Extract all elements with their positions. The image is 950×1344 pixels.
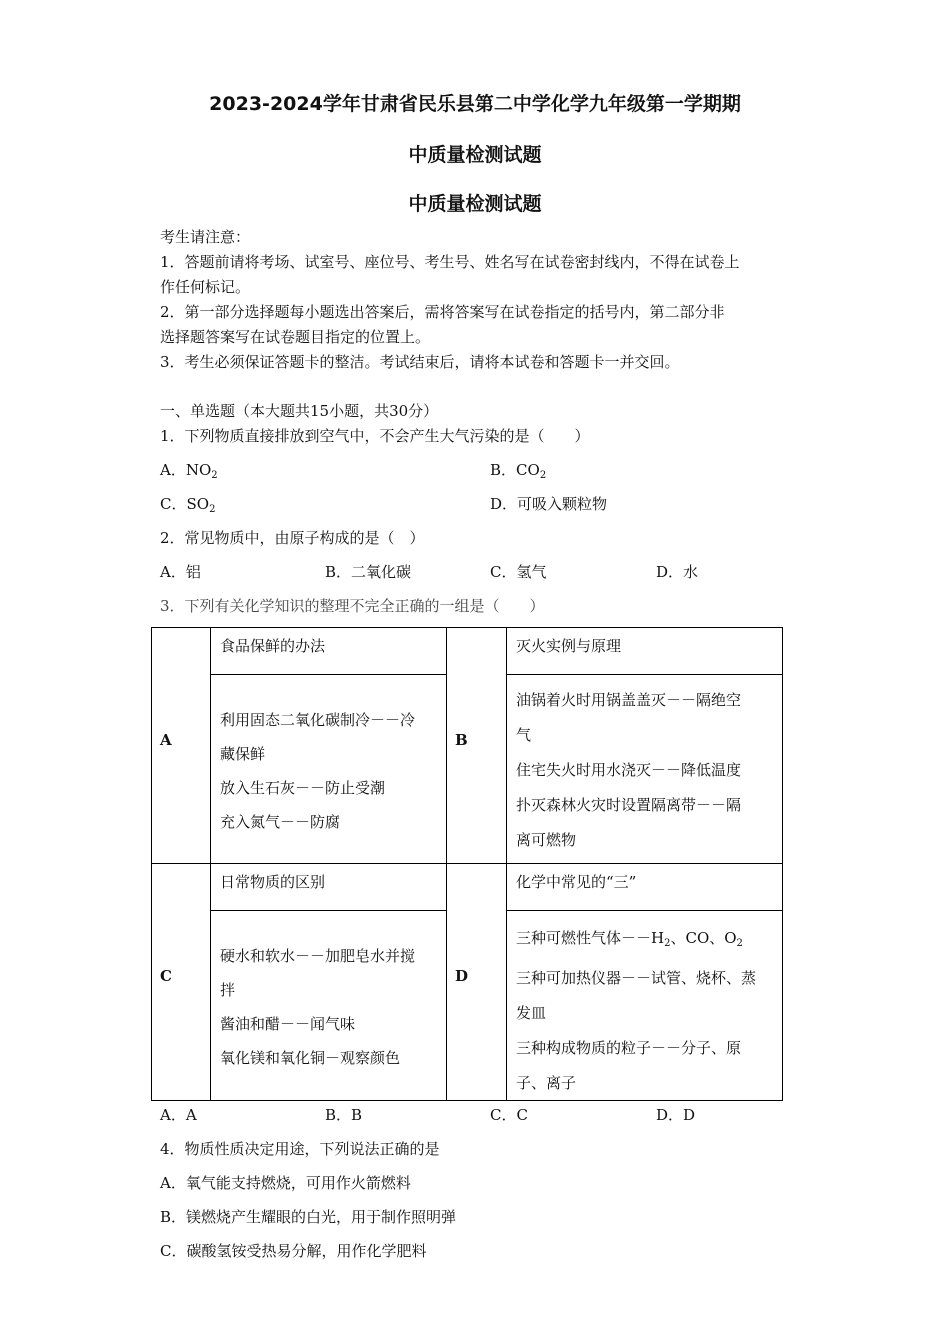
q3-row-label-a: A <box>160 731 172 749</box>
q1-option-a: A．$NO_2$ <box>160 461 218 481</box>
q1-option-b: B．$CO_2$ <box>490 461 547 481</box>
notice-item: 1．答题前请将考场、试室号、座位号、考生号、姓名写在试卷密封线内，不得在试卷上 <box>160 253 740 271</box>
q3-a-title: 食品保鲜的办法 <box>220 637 326 655</box>
question-1-stem: 1．下列物质直接排放到空气中，不会产生大气污染的是（ ） <box>160 427 590 445</box>
q3-row-label-c: C <box>160 967 172 985</box>
doc-title-line3: 中质量检测试题 <box>408 193 542 215</box>
q2-option-b: B．二氧化碳 <box>325 563 412 581</box>
q2-option-a: A．铝 <box>160 563 201 581</box>
q4-option-b: B．镁燃烧产生耀眼的白光，用于制作照明弹 <box>160 1208 457 1226</box>
q3-b-title: 灭火实例与原理 <box>516 637 622 655</box>
q3-option-d: D．D <box>656 1106 696 1124</box>
question-3-stem: 3．下列有关化学知识的整理不完全正确的一组是（ ） <box>160 597 545 615</box>
q3-option-a: A．A <box>160 1106 197 1124</box>
q3-row-label-d: D <box>455 967 469 985</box>
q1-option-d: D．可吸入颗粒物 <box>490 495 608 513</box>
q4-option-c: C．碳酸氢铵受热易分解，用作化学肥料 <box>160 1242 427 1260</box>
doc-title-line1: 2023-2024学年甘肃省民乐县第二中学化学九年级第一学期期 <box>209 93 741 115</box>
q3-a-content: 利用固态二氧化碳制冷－－冷 藏保鲜 放入生石灰－－防止受潮 充入氮气－－防腐 <box>220 711 416 831</box>
q4-option-a: A．氧气能支持燃烧，可用作火箭燃料 <box>160 1174 411 1192</box>
q2-option-d: D．水 <box>656 563 699 581</box>
q3-table <box>151 627 783 1101</box>
question-2-stem: 2．常见物质中，由原子构成的是（ ） <box>160 529 425 547</box>
notice-item: 3．考生必须保证答题卡的整洁。考试结束后，请将本试卷和答题卡一并交回。 <box>160 353 680 371</box>
notice-item: 作任何标记。 <box>160 278 251 296</box>
q3-c-title: 日常物质的区别 <box>220 873 326 891</box>
notice-heading: 考生请注意： <box>160 228 251 246</box>
q3-b-content: 油锅着火时用锅盖盖灭－－隔绝空 气 住宅失火时用水浇灭－－降低温度 扑灭森林火灾时设置隔离带－－隔 离可燃物 <box>516 691 742 849</box>
q3-d-content: 三种可燃性气体$--H_2$、CO、$O_2$ 三种可加热仪器－－试管、烧杯、蒸 发皿 三种构成物质的粒子－－分子、原 子、离子 <box>516 929 757 1092</box>
q3-option-b: B．B <box>325 1106 363 1124</box>
q3-row-label-b: B <box>455 731 468 749</box>
q3-option-c: C．C <box>490 1106 528 1124</box>
notice-item: 2．第一部分选择题每小题选出答案后，需将答案写在试卷指定的括号内，第二部分非 <box>160 303 725 321</box>
question-4-stem: 4．物质性质决定用途，下列说法正确的是 <box>160 1140 440 1158</box>
q2-option-c: C．氢气 <box>490 563 547 581</box>
section-heading: 一、单选题（本大题共15小题，共30分） <box>160 402 439 420</box>
notice-item: 选择题答案写在试卷题目指定的位置上。 <box>160 328 431 346</box>
q3-c-content: 硬水和软水－－加肥皂水并搅 拌 酱油和醋－－闻气味 氧化镁和氧化铜－观察颜色 <box>220 947 416 1067</box>
doc-title-line2: 中质量检测试题 <box>408 144 542 166</box>
q3-d-title: 化学中常见的“三” <box>516 873 637 891</box>
q1-option-c: C．$SO_2$ <box>160 495 216 515</box>
